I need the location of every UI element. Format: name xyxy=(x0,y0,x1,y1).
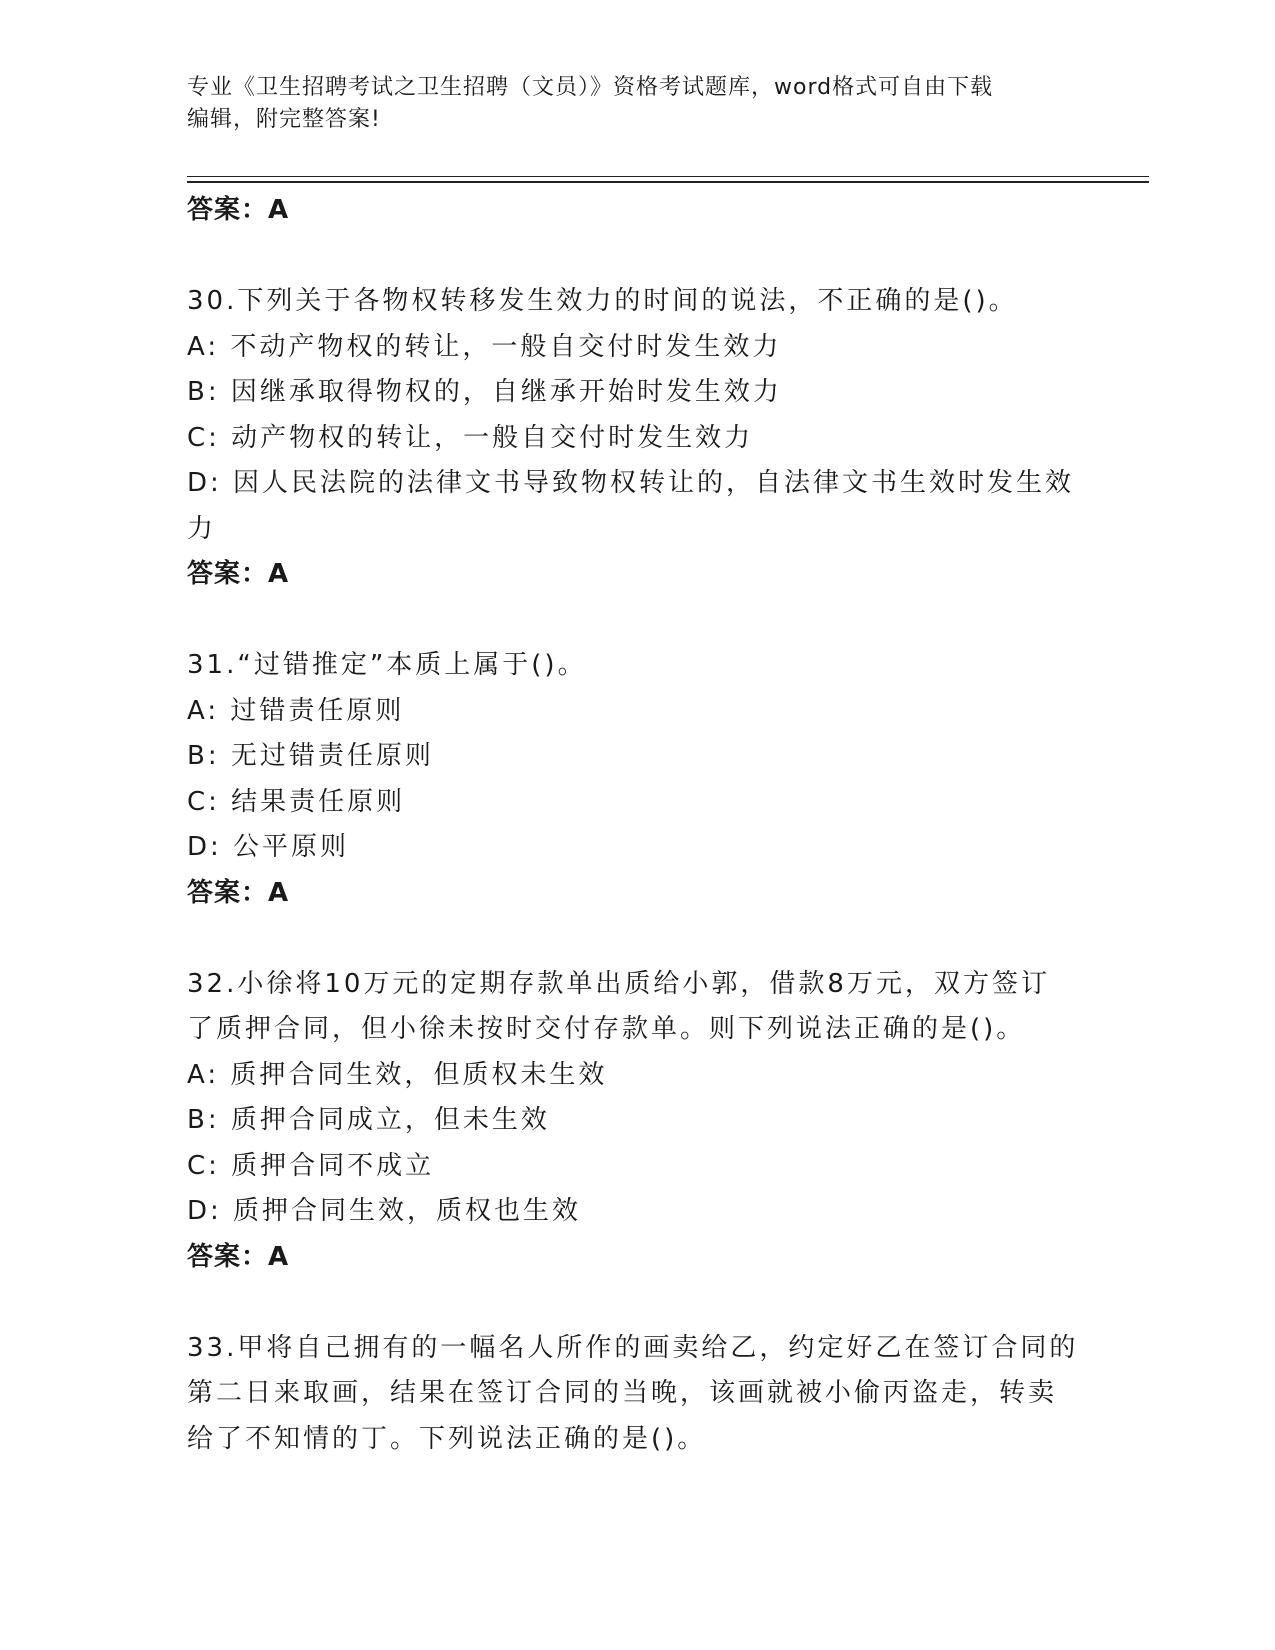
option-d: D: 质押合同生效，质权也生效 xyxy=(187,1196,582,1226)
question-stem-continued: 第二日来取画，结果在签订合同的当晚，该画就被小偷丙盗走，转卖 xyxy=(187,1378,1058,1408)
question-stem: 32.小徐将10万元的定期存款单出质给小郭，借款8万元，双方签订 xyxy=(187,968,1050,999)
spacer xyxy=(187,598,1067,644)
answer-line: 答案：A xyxy=(187,1241,290,1272)
option-c: C: 质押合同不成立 xyxy=(187,1150,435,1181)
spacer xyxy=(187,916,1067,962)
option-d-continued: 力 xyxy=(187,513,217,544)
answer-line: 答案：A xyxy=(187,559,290,589)
spacer xyxy=(187,234,1067,280)
option-c: C: 结果责任原则 xyxy=(187,786,406,817)
header-line-1: 专业《卫生招聘考试之卫生招聘（文员）》资格考试题库，word格式可自由下载 xyxy=(187,75,994,100)
option-a: A: 过错责任原则 xyxy=(187,695,405,726)
question-block xyxy=(187,643,1067,916)
option-a: A: 不动产物权的转让，一般自交付时发生效力 xyxy=(187,331,782,362)
spacer xyxy=(187,1280,1067,1326)
question-block xyxy=(187,1326,1079,1463)
option-c: C: 动产物权的转让，一般自交付时发生效力 xyxy=(187,422,754,453)
answer-line: 答案：A xyxy=(187,877,290,908)
question-stem: 33.甲将自己拥有的一幅名人所作的画卖给乙，约定好乙在签订合同的 xyxy=(187,1332,1079,1363)
header-rule-thin xyxy=(187,176,1149,177)
answer-line: 答案：A xyxy=(187,195,290,225)
question-block xyxy=(187,279,1075,598)
page-header xyxy=(187,72,1067,136)
question-stem-continued: 给了不知情的丁。下列说法正确的是()。 xyxy=(187,1423,707,1454)
option-a: A: 质押合同生效，但质权未生效 xyxy=(187,1059,608,1090)
option-b: B: 因继承取得物权的，自继承开始时发生效力 xyxy=(187,377,782,407)
option-d: D: 公平原则 xyxy=(187,832,350,862)
question-stem-continued: 了质押合同，但小徐未按时交付存款单。则下列说法正确的是()。 xyxy=(187,1014,1026,1044)
question-block xyxy=(187,962,1067,1281)
option-b: B: 无过错责任原则 xyxy=(187,741,434,771)
header-rule-thick xyxy=(187,181,1149,183)
header-line-2: 编辑，附完整答案! xyxy=(187,107,381,132)
option-b: B: 质押合同成立，但未生效 xyxy=(187,1105,550,1135)
document-body xyxy=(187,188,1079,1462)
option-d: D: 因人民法院的法律文书导致物权转让的，自法律文书生效时发生效 xyxy=(187,468,1075,498)
question-stem: 30.下列关于各物权转移发生效力的时间的说法，不正确的是()。 xyxy=(187,286,1018,316)
question-stem: 31.“过错推定”本质上属于()。 xyxy=(187,650,587,680)
